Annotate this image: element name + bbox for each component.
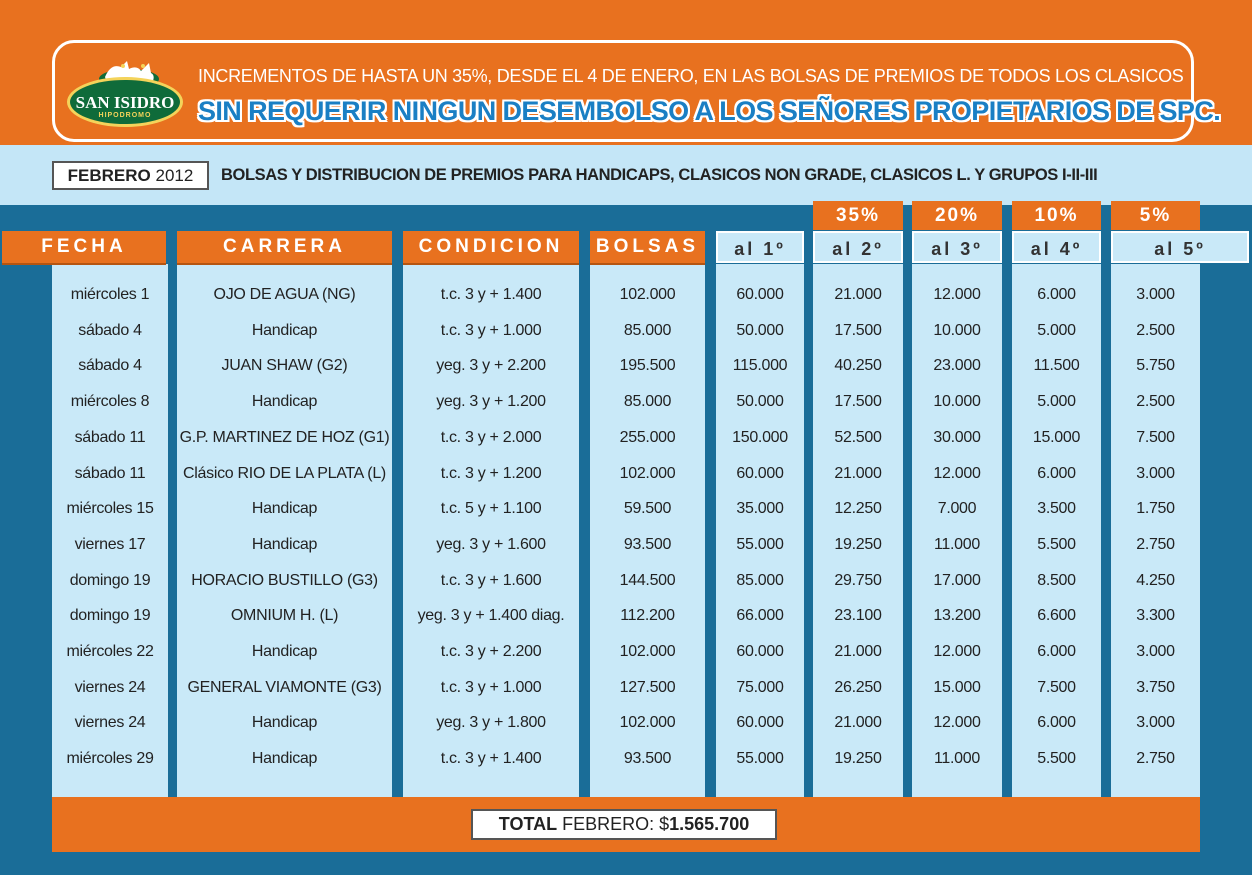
pct-al3: 20% [912,201,1002,230]
cell-al2: 29.750 [834,571,882,589]
cell-al4: 6.000 [1037,714,1076,732]
cell-al5: 4.250 [1136,571,1175,589]
cell-condicion: yeg. 3 y + 1.200 [436,393,546,411]
logo-name: SAN ISIDRO [75,93,175,112]
header-al2: al 2º [813,231,903,263]
cell-al5: 5.750 [1136,357,1175,375]
cell-bolsas: 102.000 [619,464,676,482]
cell-al3: 10.000 [933,393,981,411]
header-al4: al 4º [1012,231,1101,263]
cell-al3: 10.000 [933,321,981,339]
cell-al1: 55.000 [736,535,784,553]
cell-al2: 21.000 [834,714,882,732]
cell-fecha: sábado 11 [74,428,146,446]
cell-carrera: JUAN SHAW (G2) [221,357,348,375]
cell-al2: 12.250 [834,500,882,518]
cell-al4: 5.500 [1037,535,1076,553]
cell-al2: 17.500 [834,321,882,339]
cell-condicion: yeg. 3 y + 1.800 [436,714,546,732]
cell-al5: 7.500 [1136,428,1175,446]
cell-al4: 5.000 [1037,393,1076,411]
cell-al2: 23.100 [834,607,882,625]
cell-carrera: Handicap [251,643,318,660]
cell-al5: 3.000 [1136,714,1175,732]
cell-al3: 12.000 [933,464,981,482]
cell-condicion: t.c. 5 y + 1.100 [440,500,542,518]
cell-al1: 55.000 [736,750,784,768]
cell-fecha: viernes 17 [74,535,146,553]
cell-fecha: sábado 4 [78,321,142,339]
cell-condicion: t.c. 3 y + 2.000 [440,428,542,446]
cell-al3: 7.000 [937,500,977,518]
cell-al1: 35.000 [736,500,784,518]
cell-fecha: viernes 24 [74,714,146,732]
cell-bolsas: 93.500 [623,750,672,768]
total-box [471,809,777,840]
cell-al5: 1.750 [1136,500,1175,518]
cell-carrera: Handicap [251,321,318,339]
cell-condicion: yeg. 3 y + 1.400 diag. [417,607,565,625]
cell-fecha: miércoles 8 [70,393,150,411]
cell-al1: 85.000 [736,571,784,589]
banner-headline: INCREMENTOS DE HASTA UN 35%, DESDE EL 4 DE ENERO, EN LAS BOLSAS DE PREMIOS DE TODOS LOS CLASICOS [198,66,1184,86]
cell-al3: 11.000 [934,535,980,553]
cell-bolsas: 144.500 [619,571,676,589]
announcement-banner [52,40,1221,142]
cell-fecha: miércoles 15 [66,500,154,518]
cell-al1: 50.000 [736,321,784,339]
cell-condicion: t.c. 3 y + 2.200 [440,643,542,660]
cell-al4: 6.000 [1037,643,1076,660]
cell-carrera: GENERAL VIAMONTE (G3) [187,678,382,696]
cell-al1: 60.000 [736,464,784,482]
header-carrera: CARRERA [177,231,392,263]
header-al5: al 5º [1111,231,1249,263]
cell-al2: 19.250 [834,535,882,553]
cell-al4: 6.000 [1037,286,1076,303]
cell-al5: 3.000 [1136,643,1175,660]
cell-al4: 5.000 [1037,321,1076,339]
cell-fecha: miércoles 29 [66,750,154,768]
cell-fecha: sábado 4 [78,357,142,375]
banner-title: SIN REQUERIR NINGUN DESEMBOLSO A LOS SEÑORES PROPIETARIOS DE SPC. [198,96,1221,126]
cell-carrera: Handicap [251,393,318,411]
logo-subtitle: HIPODROMO [98,112,152,119]
cell-al4: 7.500 [1037,678,1076,696]
cell-fecha: domingo 19 [69,607,151,625]
cell-fecha: sábado 11 [74,464,146,482]
cell-al2: 21.000 [834,286,882,303]
cell-al5: 3.000 [1136,464,1175,482]
month-label [52,161,209,190]
cell-bolsas: 112.200 [620,607,675,625]
cell-al1: 60.000 [736,643,784,660]
cell-al2: 17.500 [834,393,882,411]
cell-al3: 12.000 [933,714,981,732]
cell-al3: 30.000 [933,428,981,446]
cell-bolsas: 93.500 [623,535,672,553]
pct-al5: 5% [1111,201,1200,230]
total-label-rest: FEBRERO: $ [557,814,670,834]
cell-al5: 3.300 [1136,607,1175,625]
cell-bolsas: 102.000 [619,643,676,660]
cell-al1: 66.000 [736,607,784,625]
cell-al2: 19.250 [834,750,882,768]
cell-al1: 60.000 [736,286,784,303]
cell-bolsas: 195.500 [619,357,676,375]
cell-bolsas: 85.000 [623,321,672,339]
cell-al3: 12.000 [933,643,981,660]
cell-al3: 13.200 [933,607,981,625]
cell-carrera: G.P. MARTINEZ DE HOZ (G1) [179,428,390,446]
cell-al5: 3.000 [1136,286,1175,303]
cell-carrera: Handicap [251,535,318,553]
month-name: FEBRERO [67,166,151,185]
month-year: 2012 [155,166,194,185]
cell-condicion: t.c. 3 y + 1.000 [440,678,542,696]
cell-carrera: Handicap [251,714,318,732]
cell-bolsas: 255.000 [619,428,676,446]
cell-al5: 2.500 [1136,393,1175,411]
cell-al2: 21.000 [834,643,882,660]
table-subtitle: BOLSAS Y DISTRIBUCION DE PREMIOS PARA HANDICAPS, CLASICOS NON GRADE, CLASICOS L. Y GRUPOS I-II-III [221,166,1098,184]
cell-al5: 2.500 [1136,321,1175,339]
cell-al1: 150.000 [732,428,788,446]
cell-bolsas: 127.500 [619,678,676,696]
cell-carrera: Clásico RIO DE LA PLATA (L) [183,464,386,482]
cell-al4: 5.500 [1037,750,1076,768]
header-al1: al 1º [716,231,804,263]
cell-fecha: miércoles 22 [66,643,154,660]
total-amount: 1.565.700 [669,814,750,834]
cell-condicion: t.c. 3 y + 1.000 [440,321,542,339]
cell-al2: 21.000 [834,464,882,482]
cell-al3: 17.000 [933,571,981,589]
header-bolsas: BOLSAS [590,231,705,263]
cell-fecha: domingo 19 [69,571,151,589]
header-al3: al 3º [912,231,1002,263]
cell-condicion: t.c. 3 y + 1.400 [440,286,542,303]
cell-condicion: t.c. 3 y + 1.400 [440,750,542,768]
cell-al4: 3.500 [1037,500,1076,518]
cell-carrera: Handicap [251,750,318,768]
cell-fecha: viernes 24 [74,678,146,696]
cell-al2: 26.250 [834,678,882,696]
cell-condicion: yeg. 3 y + 2.200 [436,357,546,375]
cell-al5: 2.750 [1136,535,1175,553]
cell-bolsas: 102.000 [619,714,676,732]
cell-carrera: OJO DE AGUA (NG) [213,286,356,303]
cell-al1: 50.000 [736,393,784,411]
cell-al4: 8.500 [1037,571,1076,589]
cell-al2: 40.250 [834,357,882,375]
cell-al3: 23.000 [933,357,981,375]
pct-al2: 35% [813,201,903,230]
cell-fecha: miércoles 1 [70,286,150,303]
cell-bolsas: 85.000 [623,393,672,411]
cell-al1: 75.000 [736,678,784,696]
cell-al2: 52.500 [834,428,882,446]
cell-al3: 11.000 [934,750,980,768]
san-isidro-logo [67,55,185,129]
cell-al4: 15.000 [1032,428,1081,446]
cell-al3: 15.000 [933,678,981,696]
header-fecha: FECHA [2,231,166,263]
cell-bolsas: 59.500 [623,500,672,518]
cell-carrera: OMNIUM H. (L) [230,607,339,625]
cell-condicion: yeg. 3 y + 1.600 [436,535,546,553]
pct-al4: 10% [1012,201,1101,230]
cell-al4: 6.600 [1037,607,1076,625]
cell-al5: 3.750 [1136,678,1175,696]
cell-bolsas: 102.000 [619,286,676,303]
cell-al4: 6.000 [1037,464,1076,482]
header-condicion: CONDICION [403,231,579,263]
total-label: TOTAL [498,814,558,834]
cell-al5: 2.750 [1136,750,1175,768]
cell-al1: 60.000 [736,714,784,732]
cell-carrera: HORACIO BUSTILLO (G3) [191,571,378,589]
cell-condicion: t.c. 3 y + 1.600 [440,571,542,589]
cell-al4: 11.500 [1033,357,1080,375]
cell-condicion: t.c. 3 y + 1.200 [440,464,542,482]
cell-al3: 12.000 [933,286,981,303]
cell-al1: 115.000 [732,357,788,375]
cell-carrera: Handicap [251,500,318,518]
